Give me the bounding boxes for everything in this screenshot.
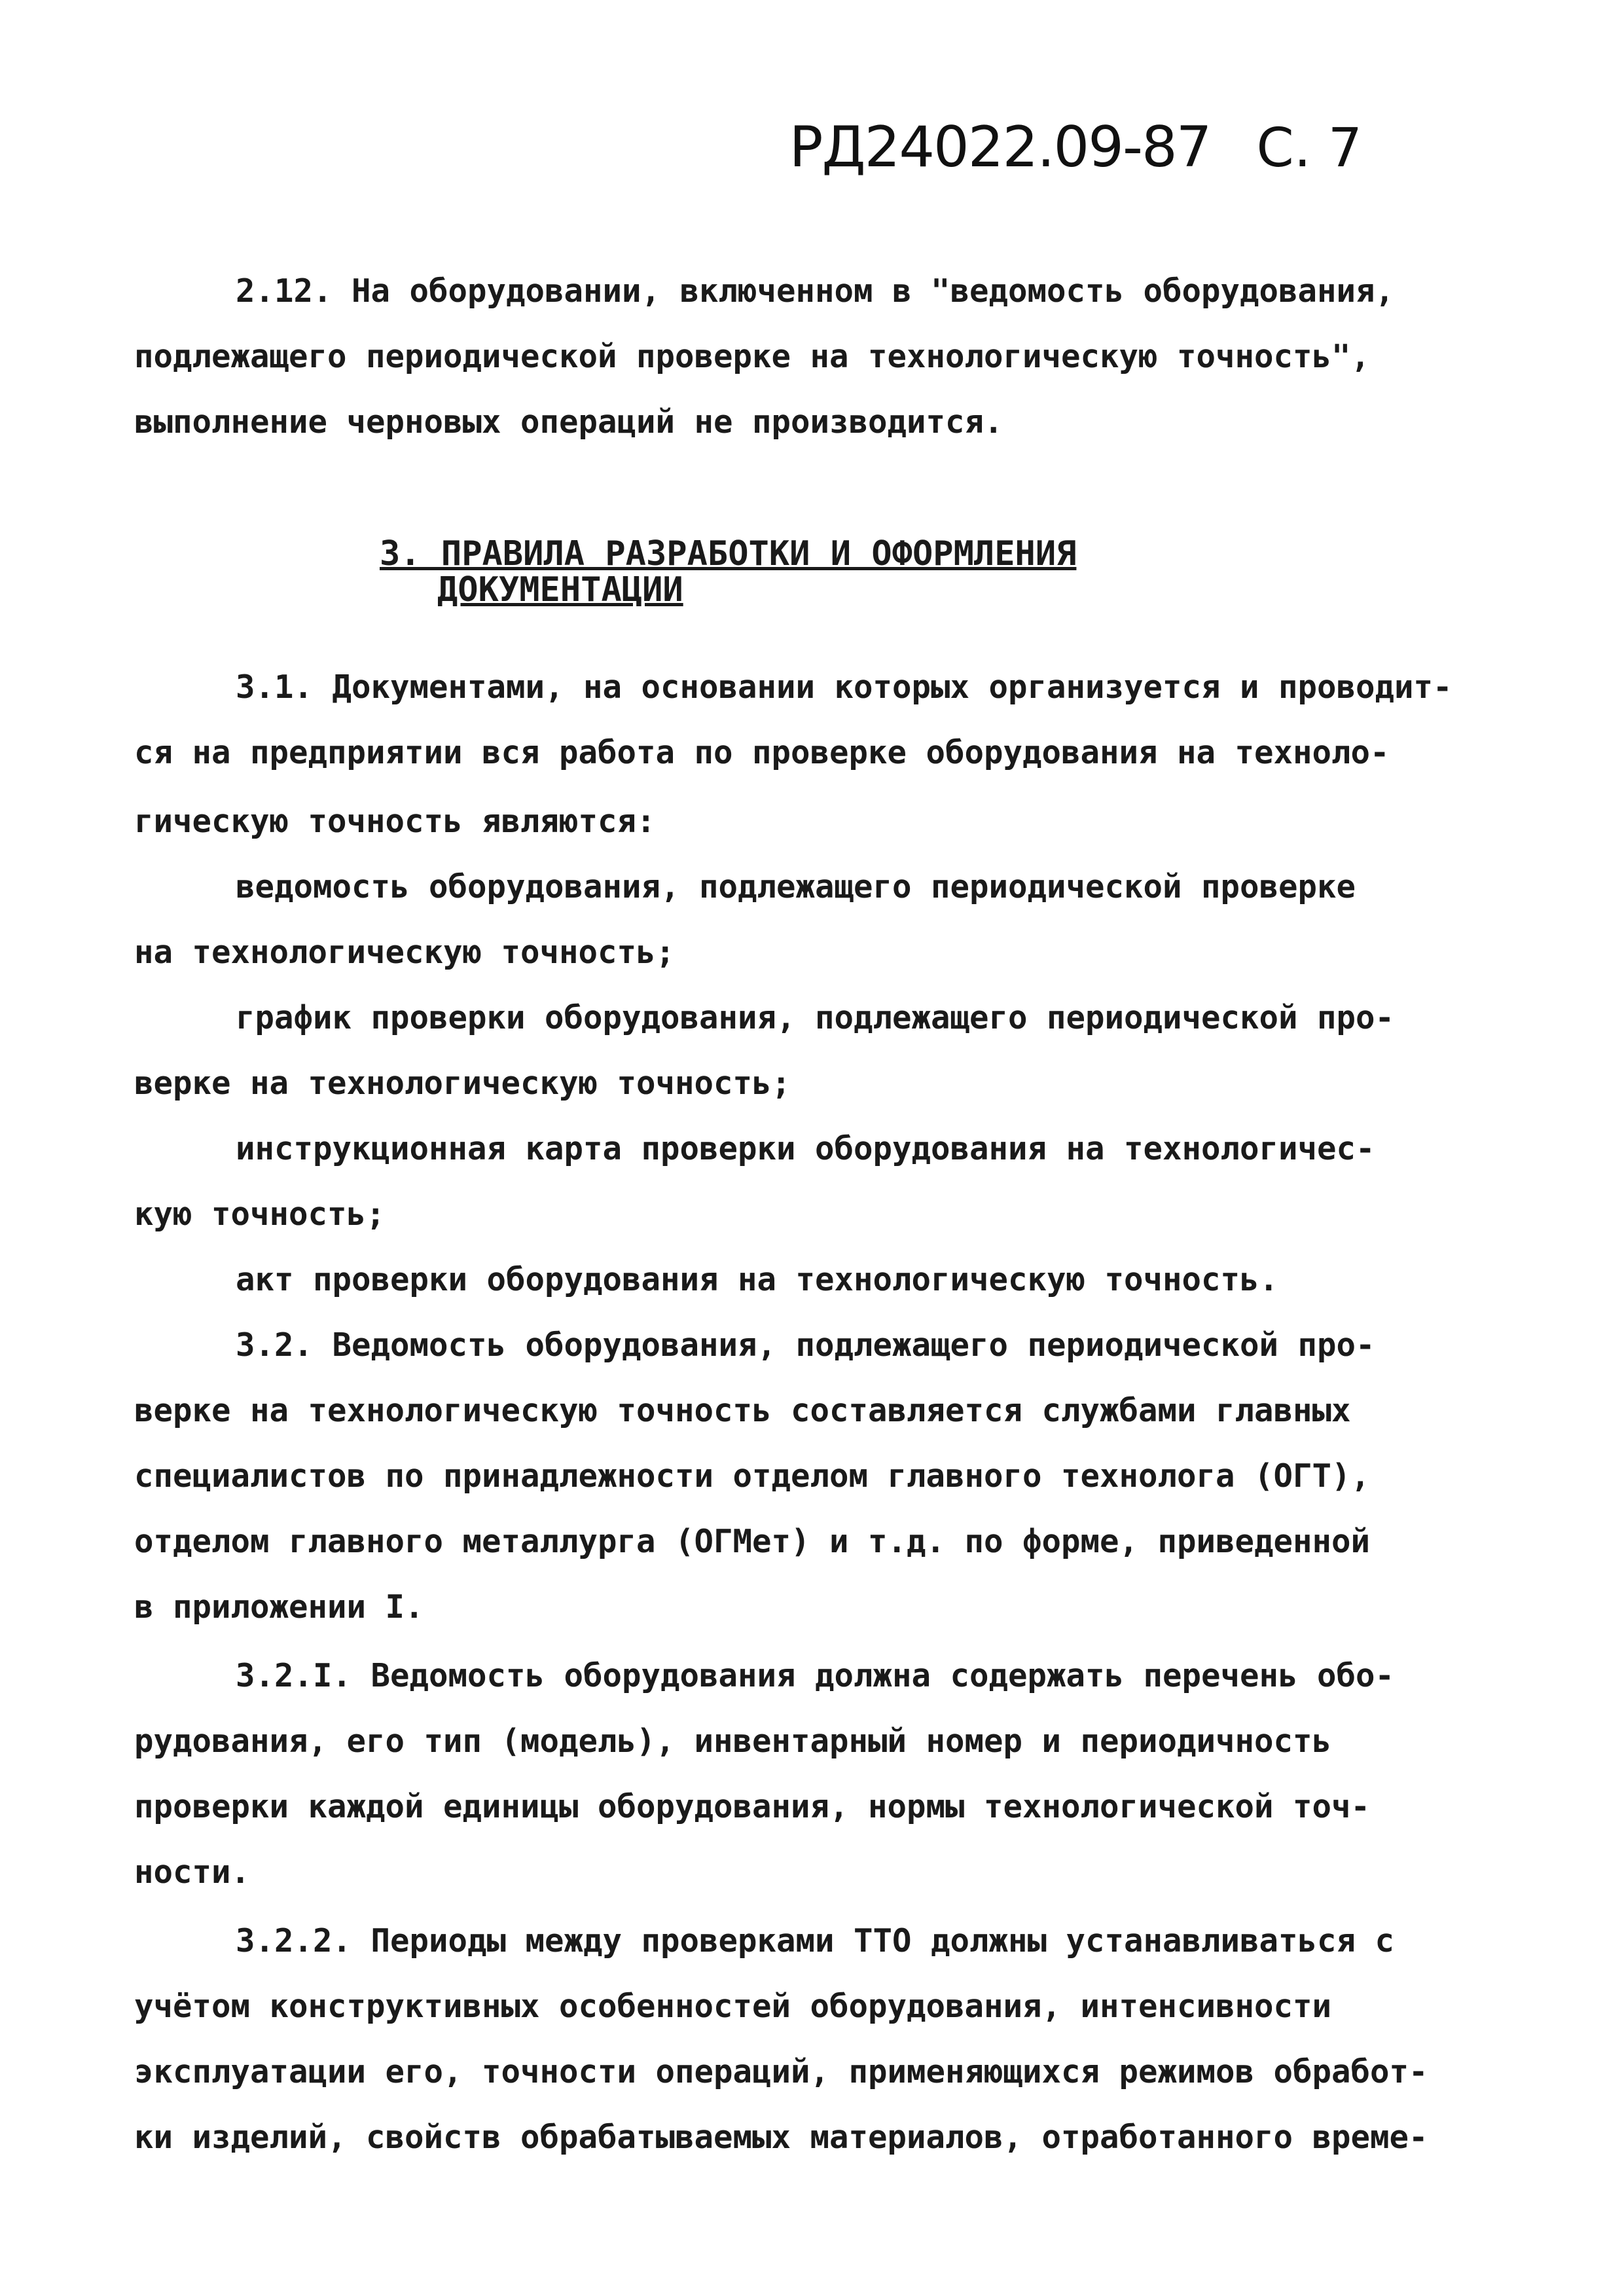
list-item-4-line-1: акт проверки оборудования на технологическую точность. [236,1261,1279,1298]
section-3-heading-line-1: 3. ПРАВИЛА РАЗРАБОТКИ И ОФОРМЛЕНИЯ [380,534,1077,574]
list-item-3-line-2: кую точность; [134,1195,386,1233]
clause-3-2-line-4: отделом главного металлурга (ОГМет) и т.д. по форме, приведенной [134,1523,1371,1560]
clause-2-12-line-2: подлежащего периодической проверке на технологическую точность", [134,338,1371,375]
clause-3-1-line-3: гическую точность являются: [134,803,656,840]
clause-2-12-line-1: 2.12. На оборудовании, включенном в "ведомость оборудования, [236,272,1395,310]
clause-3-2-1-line-3: проверки каждой единицы оборудования, нормы технологической точ- [134,1788,1371,1825]
clause-3-2-2-line-2: учётом конструктивных особенностей оборудования, интенсивности [134,1988,1332,2025]
clause-2-12-line-3: выполнение черновых операций не производится. [134,403,1003,441]
clause-3-2-line-1: 3.2. Ведомость оборудования, подлежащего периодической про- [236,1326,1375,1364]
clause-3-2-line-2: верке на технологическую точность составляется службами главных [134,1392,1351,1429]
document-code: РД24022.09-87 [789,115,1211,180]
section-3-heading-line-2: ДОКУМЕНТАЦИИ [437,570,683,610]
clause-3-2-line-5: в приложении I. [134,1588,424,1626]
list-item-2-line-1: график проверки оборудования, подлежащего периодической про- [236,999,1395,1036]
page-number: С. 7 [1256,117,1362,179]
list-item-1-line-2: на технологическую точность; [134,934,676,971]
clause-3-2-1-line-4: ности. [134,1853,251,1891]
clause-3-2-1-line-1: 3.2.I. Ведомость оборудования должна содержать перечень обо- [236,1657,1395,1694]
list-item-1-line-1: ведомость оборудования, подлежащего периодической проверке [236,868,1356,905]
clause-3-2-line-3: специалистов по принадлежности отделом главного технолога (ОГТ), [134,1457,1371,1495]
clause-3-2-2-line-4: ки изделий, свойств обрабатываемых материалов, отработанного време- [134,2119,1428,2156]
clause-3-1-line-1: 3.1. Документами, на основании которых организуется и проводит- [236,668,1453,706]
clause-3-2-2-line-1: 3.2.2. Периоды между проверками ТТО должны устанавливаться с [236,1922,1395,1959]
clause-3-2-2-line-3: эксплуатации его, точности операций, применяющихся режимов обработ- [134,2053,1428,2090]
clause-3-2-1-line-2: рудования, его тип (модель), инвентарный номер и периодичность [134,1722,1332,1760]
list-item-2-line-2: верке на технологическую точность; [134,1065,791,1102]
page-header [789,115,1362,180]
list-item-3-line-1: инструкционная карта проверки оборудования на технологичес- [236,1130,1375,1167]
clause-3-1-line-2: ся на предприятии вся работа по проверке оборудования на техноло- [134,734,1390,771]
